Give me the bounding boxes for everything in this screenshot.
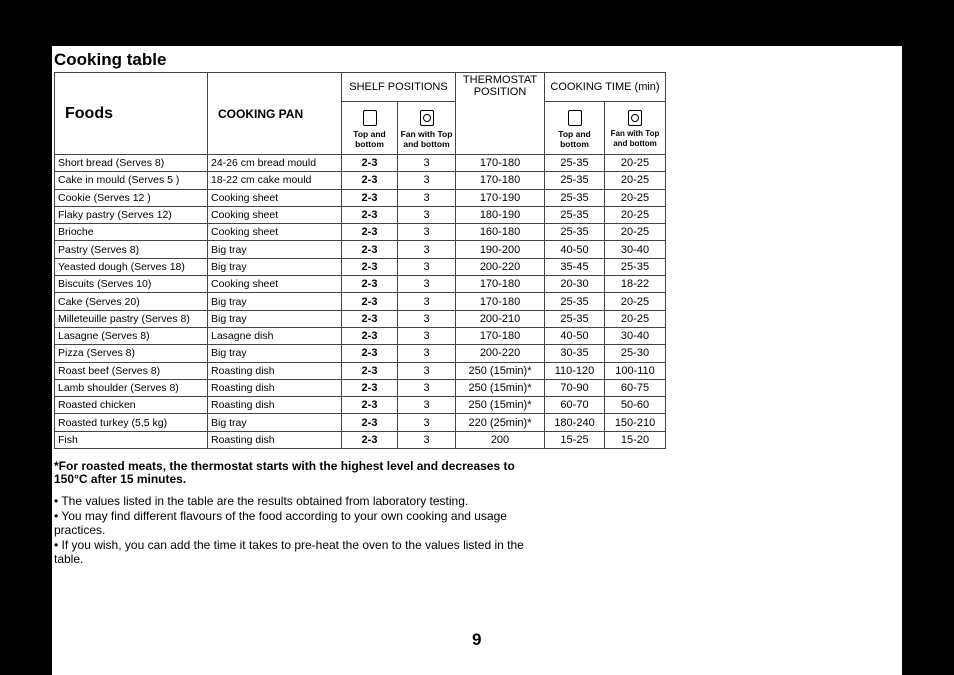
note-item: • The values listed in the table are the results obtained from laboratory testing. — [54, 494, 469, 508]
food-cell: Pastry (Serves 8) — [55, 241, 208, 258]
thermostat-value: 220 (25min)* — [456, 414, 545, 431]
shelf-top-bottom-value: 2-3 — [342, 241, 398, 258]
pan-cell: Roasting dish — [208, 431, 342, 448]
time-fan-value: 20-25 — [605, 293, 666, 310]
food-cell: Flaky pastry (Serves 12) — [55, 206, 208, 223]
pan-cell: Lasagne dish — [208, 327, 342, 344]
time-fan-value: 20-25 — [605, 155, 666, 172]
top-bottom-heat-icon — [363, 110, 377, 126]
time-fan-value: 25-30 — [605, 345, 666, 362]
pan-cell: Roasting dish — [208, 397, 342, 414]
food-cell: Biscuits (Serves 10) — [55, 276, 208, 293]
notes-list — [54, 494, 529, 567]
time-fan-value: 100-110 — [605, 362, 666, 379]
food-cell: Roasted turkey (5,5 kg) — [55, 414, 208, 431]
time-top-bottom-value: 25-35 — [545, 172, 605, 189]
time-fan-value: 20-25 — [605, 310, 666, 327]
food-cell: Cookie (Serves 12 ) — [55, 189, 208, 206]
food-cell: Fish — [55, 431, 208, 448]
table-row — [55, 362, 666, 379]
shelf-top-bottom-value: 2-3 — [342, 155, 398, 172]
food-cell: Milleteuille pastry (Serves 8) — [55, 310, 208, 327]
time-top-bottom-value: 30-35 — [545, 345, 605, 362]
table-row — [55, 155, 666, 172]
thermostat-value: 160-180 — [456, 224, 545, 241]
shelf-fan-value: 3 — [398, 206, 456, 223]
time-fan-cell — [605, 102, 666, 155]
food-cell: Roast beef (Serves 8) — [55, 362, 208, 379]
time-top-bottom-value: 25-35 — [545, 155, 605, 172]
time-top-bottom-value: 25-35 — [545, 206, 605, 223]
table-row — [55, 258, 666, 275]
time-fan-value: 20-25 — [605, 224, 666, 241]
shelf-top-bottom-label: Top and bottom — [353, 129, 386, 150]
table-row — [55, 293, 666, 310]
thermostat-header: THERMOSTAT POSITION — [456, 73, 545, 155]
shelf-fan-value: 3 — [398, 397, 456, 414]
food-cell: Short bread (Serves 8) — [55, 155, 208, 172]
shelf-top-bottom-value: 2-3 — [342, 258, 398, 275]
time-top-bottom-value: 25-35 — [545, 224, 605, 241]
shelf-fan-value: 3 — [398, 362, 456, 379]
top-bottom-heat-icon — [568, 110, 582, 126]
thermostat-value: 170-180 — [456, 155, 545, 172]
pan-cell: Cooking sheet — [208, 224, 342, 241]
time-top-bottom-value: 110-120 — [545, 362, 605, 379]
pan-cell: Cooking sheet — [208, 276, 342, 293]
time-top-bottom-value: 70-90 — [545, 379, 605, 396]
thermostat-value: 200-220 — [456, 345, 545, 362]
foods-header: Foods — [55, 73, 208, 155]
thermostat-value: 200-210 — [456, 310, 545, 327]
thermostat-value: 170-180 — [456, 172, 545, 189]
time-fan-value: 30-40 — [605, 327, 666, 344]
thermostat-value: 170-180 — [456, 293, 545, 310]
table-row — [55, 189, 666, 206]
food-cell: Lasagne (Serves 8) — [55, 327, 208, 344]
pan-cell: Roasting dish — [208, 379, 342, 396]
time-top-bottom-value: 40-50 — [545, 241, 605, 258]
table-row — [55, 414, 666, 431]
time-top-bottom-value: 35-45 — [545, 258, 605, 275]
shelf-top-bottom-value: 2-3 — [342, 224, 398, 241]
time-top-bottom-cell — [545, 102, 605, 155]
shelf-fan-value: 3 — [398, 155, 456, 172]
time-fan-value: 25-35 — [605, 258, 666, 275]
food-cell: Brioche — [55, 224, 208, 241]
food-cell: Cake (Serves 20) — [55, 293, 208, 310]
shelf-fan-label: Fan with Top and bottom — [400, 129, 453, 150]
time-fan-value: 15-20 — [605, 431, 666, 448]
roasted-meats-footnote: *For roasted meats, the thermostat starts with the highest level and decreases to 150°C after 15 minutes. — [54, 459, 515, 486]
time-top-bottom-value: 25-35 — [545, 310, 605, 327]
shelf-fan-value: 3 — [398, 327, 456, 344]
shelf-top-bottom-value: 2-3 — [342, 293, 398, 310]
shelf-fan-value: 3 — [398, 258, 456, 275]
shelf-fan-value: 3 — [398, 414, 456, 431]
table-row — [55, 431, 666, 448]
thermostat-value: 170-190 — [456, 189, 545, 206]
pan-cell: 18-22 cm cake mould — [208, 172, 342, 189]
table-row — [55, 241, 666, 258]
time-top-bottom-label: Top and bottom — [558, 129, 591, 150]
shelf-fan-value: 3 — [398, 241, 456, 258]
cooking-time-header: COOKING TIME (min) — [545, 73, 666, 102]
time-fan-value: 150-210 — [605, 414, 666, 431]
shelf-fan-value: 3 — [398, 293, 456, 310]
time-fan-value: 20-25 — [605, 206, 666, 223]
table-row — [55, 276, 666, 293]
shelf-top-bottom-value: 2-3 — [342, 379, 398, 396]
shelf-top-bottom-value: 2-3 — [342, 414, 398, 431]
shelf-top-bottom-value: 2-3 — [342, 276, 398, 293]
time-fan-value: 60-75 — [605, 379, 666, 396]
food-cell: Cake in mould (Serves 5 ) — [55, 172, 208, 189]
table-row — [55, 379, 666, 396]
pan-cell: Big tray — [208, 258, 342, 275]
page-number: 9 — [472, 630, 482, 649]
pan-cell: Big tray — [208, 345, 342, 362]
shelf-fan-value: 3 — [398, 224, 456, 241]
time-top-bottom-value: 15-25 — [545, 431, 605, 448]
food-cell: Yeasted dough (Serves 18) — [55, 258, 208, 275]
note-item: • You may find different flavours of the food according to your own cooking and usage practices. — [54, 508, 507, 537]
thermostat-value: 170-180 — [456, 276, 545, 293]
shelf-top-bottom-value: 2-3 — [342, 206, 398, 223]
table-row — [55, 327, 666, 344]
shelf-top-bottom-value: 2-3 — [342, 172, 398, 189]
fan-heat-icon — [420, 110, 434, 126]
thermostat-value: 190-200 — [456, 241, 545, 258]
food-cell: Lamb shoulder (Serves 8) — [55, 379, 208, 396]
shelf-fan-cell — [398, 102, 456, 155]
time-top-bottom-value: 25-35 — [545, 189, 605, 206]
thermostat-value: 200-220 — [456, 258, 545, 275]
shelf-fan-value: 3 — [398, 345, 456, 362]
table-row — [55, 345, 666, 362]
shelf-top-bottom-value: 2-3 — [342, 345, 398, 362]
pan-cell: Big tray — [208, 241, 342, 258]
shelf-positions-header: SHELF POSITIONS — [342, 73, 456, 102]
shelf-top-bottom-value: 2-3 — [342, 397, 398, 414]
pan-cell: Big tray — [208, 293, 342, 310]
thermostat-value: 170-180 — [456, 327, 545, 344]
food-cell: Roasted chicken — [55, 397, 208, 414]
time-fan-value: 50-60 — [605, 397, 666, 414]
pan-cell: 24-26 cm bread mould — [208, 155, 342, 172]
cooking-pan-header: COOKING PAN — [208, 73, 342, 155]
cooking-table — [54, 72, 666, 449]
table-row — [55, 397, 666, 414]
thermostat-value: 250 (15min)* — [456, 397, 545, 414]
time-top-bottom-value: 25-35 — [545, 293, 605, 310]
pan-cell: Big tray — [208, 414, 342, 431]
shelf-top-bottom-value: 2-3 — [342, 189, 398, 206]
time-fan-value: 20-25 — [605, 172, 666, 189]
table-row — [55, 206, 666, 223]
time-top-bottom-value: 180-240 — [545, 414, 605, 431]
manual-page — [52, 46, 902, 675]
shelf-fan-value: 3 — [398, 172, 456, 189]
shelf-fan-value: 3 — [398, 276, 456, 293]
time-fan-value: 30-40 — [605, 241, 666, 258]
shelf-top-bottom-cell — [342, 102, 398, 155]
pan-cell: Big tray — [208, 310, 342, 327]
time-fan-label: Fan with Top and bottom — [610, 129, 660, 149]
pan-cell: Cooking sheet — [208, 189, 342, 206]
pan-cell: Cooking sheet — [208, 206, 342, 223]
thermostat-value: 180-190 — [456, 206, 545, 223]
time-top-bottom-value: 60-70 — [545, 397, 605, 414]
page-title: Cooking table — [54, 50, 167, 69]
table-row — [55, 310, 666, 327]
table-row — [55, 224, 666, 241]
food-cell: Pizza (Serves 8) — [55, 345, 208, 362]
shelf-top-bottom-value: 2-3 — [342, 362, 398, 379]
time-top-bottom-value: 40-50 — [545, 327, 605, 344]
shelf-fan-value: 3 — [398, 431, 456, 448]
shelf-fan-value: 3 — [398, 379, 456, 396]
thermostat-value: 200 — [456, 431, 545, 448]
fan-heat-icon — [628, 110, 642, 126]
shelf-fan-value: 3 — [398, 189, 456, 206]
time-top-bottom-value: 20-30 — [545, 276, 605, 293]
shelf-top-bottom-value: 2-3 — [342, 310, 398, 327]
thermostat-value: 250 (15min)* — [456, 362, 545, 379]
note-item: • If you wish, you can add the time it takes to pre-heat the oven to the values listed in the table. — [54, 537, 524, 566]
time-fan-value: 18-22 — [605, 276, 666, 293]
shelf-fan-value: 3 — [398, 310, 456, 327]
shelf-top-bottom-value: 2-3 — [342, 431, 398, 448]
shelf-top-bottom-value: 2-3 — [342, 327, 398, 344]
table-row — [55, 172, 666, 189]
thermostat-value: 250 (15min)* — [456, 379, 545, 396]
pan-cell: Roasting dish — [208, 362, 342, 379]
time-fan-value: 20-25 — [605, 189, 666, 206]
